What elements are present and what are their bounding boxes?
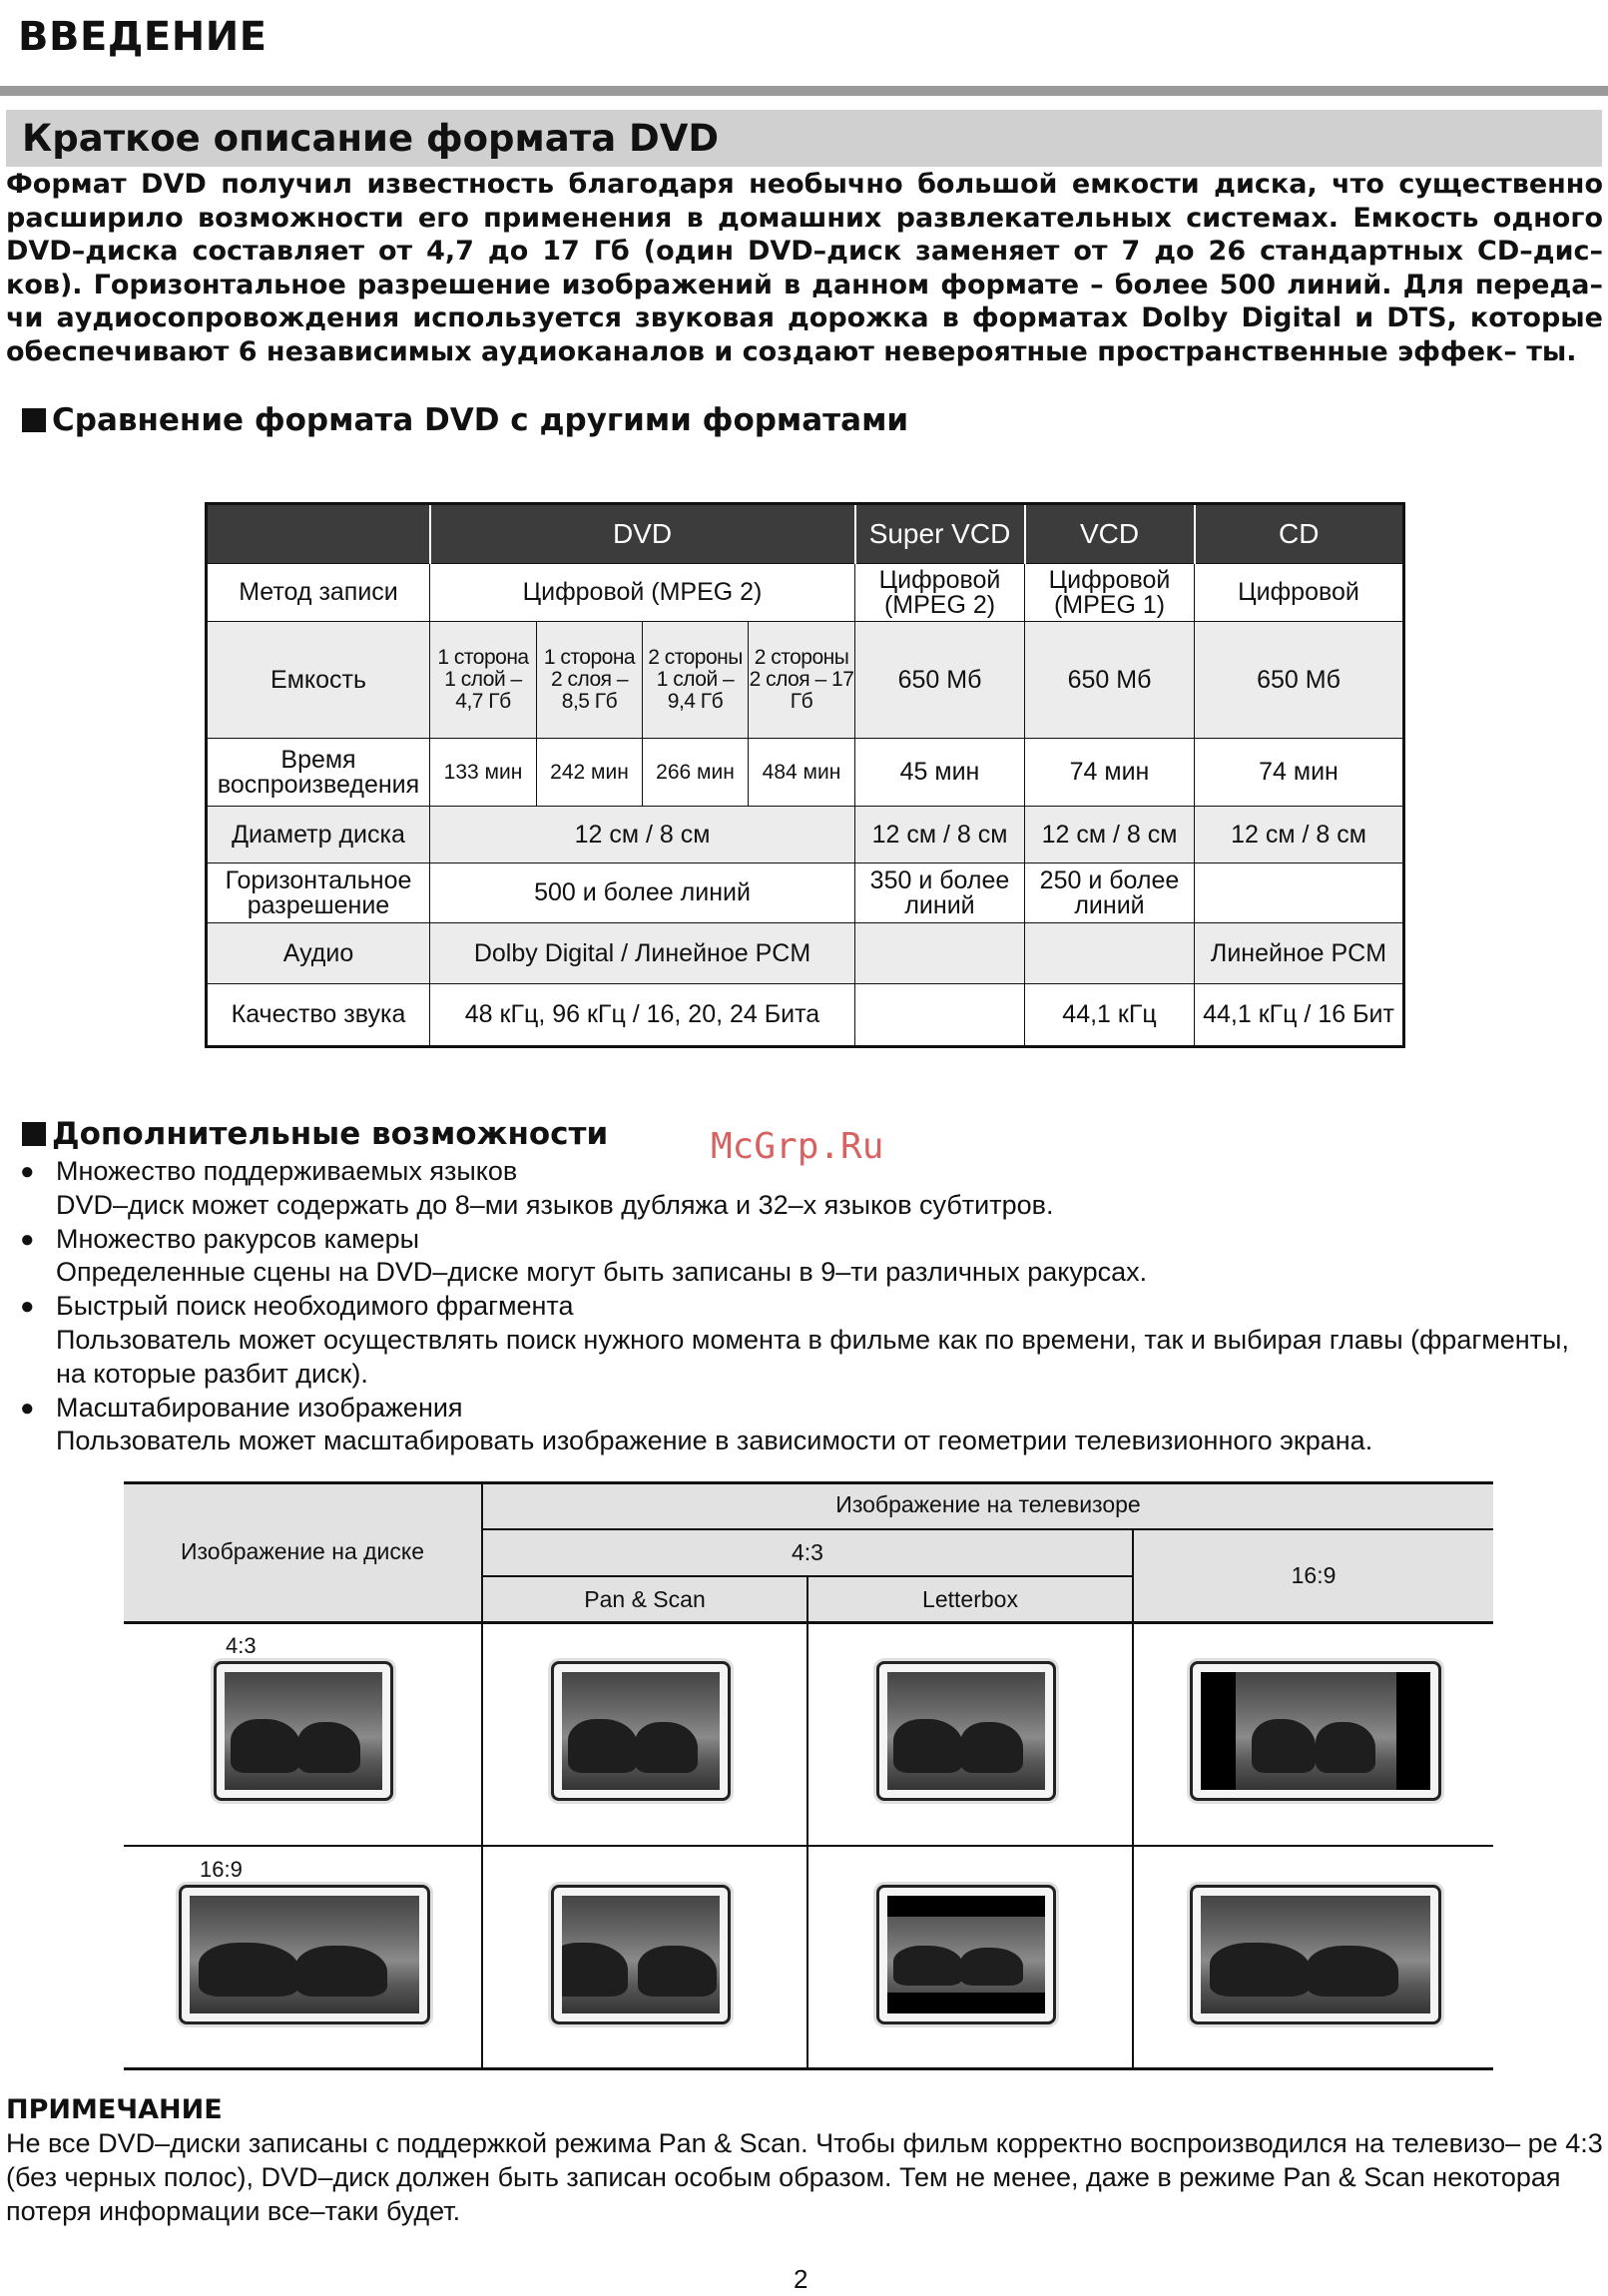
cell-value: 48 кГц, 96 кГц / 16, 20, 24 Бита xyxy=(430,984,855,1047)
section-band xyxy=(6,110,1602,167)
cell-value: Dolby Digital / Линейное PCM xyxy=(430,923,855,984)
cell-value: 44,1 кГц / 16 Бит xyxy=(1195,984,1404,1047)
tv-image xyxy=(876,1885,1056,2024)
note-text: Не все DVD–диски записаны с поддержкой режима Pan & Scan. Чтобы фильм корректно воспроизводился на телевизо– ре 4:3 (без черных полос), DVD–диск должен быть записан особым образом. Тем не менее, даже в режиме Pan & Scan некоторая потеря информации все–таки будет. xyxy=(6,2128,1603,2226)
note-title: ПРИМЕЧАНИЕ xyxy=(6,2094,223,2125)
list-item xyxy=(20,1290,1597,1324)
feature-text: Пользователь может масштабировать изображение в зависимости от геометрии телевизионного экрана. xyxy=(56,1426,1373,1456)
row-label: Метод записи xyxy=(207,564,430,622)
row-label: Горизонтальное разрешение xyxy=(207,863,430,923)
comparison-heading xyxy=(22,402,908,438)
cell-value: 650 Мб xyxy=(855,622,1025,739)
feature-title: Множество ракурсов камеры xyxy=(56,1223,420,1254)
cell-value xyxy=(855,984,1025,1047)
table-border xyxy=(124,1621,1493,1624)
cell-value: 12 см / 8 см xyxy=(1195,807,1404,863)
feature-text: Определенные сцены на DVD–диске могут быть записаны в 9–ти различных ракурсах. xyxy=(56,1257,1148,1288)
grid-line xyxy=(1132,1528,1134,2070)
cell-value: 12 см / 8 см xyxy=(1025,807,1195,863)
features-heading xyxy=(22,1116,608,1152)
aspect-ratio-table xyxy=(124,1481,1493,2070)
cell-value: 250 и более линий xyxy=(1025,863,1195,923)
cell-value: 650 Мб xyxy=(1195,622,1404,739)
cell-value: 133 мин xyxy=(430,739,537,807)
table-row xyxy=(207,863,1404,923)
list-item xyxy=(20,1392,1597,1426)
cell-value: 242 мин xyxy=(537,739,643,807)
table-row xyxy=(207,622,1404,739)
feature-text: DVD–диск может содержать до 8–ми языков дубляжа и 32–х языков субтитров. xyxy=(56,1189,1054,1220)
ratio-169-header: 16:9 xyxy=(1134,1530,1493,1621)
ratio-label: 4:3 xyxy=(226,1633,257,1658)
row-label: Время воспроизведения xyxy=(207,739,430,807)
grid-line xyxy=(124,1845,1493,1847)
row-label: Диаметр диска xyxy=(207,807,430,863)
header-empty xyxy=(207,504,430,564)
features-heading-text: Дополнительные возможности xyxy=(52,1116,609,1152)
cell-value xyxy=(855,923,1025,984)
tv-image xyxy=(551,1885,731,2024)
table-row xyxy=(207,807,1404,863)
table-row xyxy=(207,923,1404,984)
tv-image xyxy=(551,1661,731,1801)
cell-value: 350 и более линий xyxy=(855,863,1025,923)
cell-value xyxy=(1195,863,1404,923)
table-border xyxy=(124,1481,1493,1484)
cell-value: Линейное PCM xyxy=(1195,923,1404,984)
cell-value: 2 стороны 2 слоя – 17 Гб xyxy=(749,622,855,739)
disc-header: Изображение на диске xyxy=(124,1481,481,1621)
bullet-icon: ● xyxy=(20,1293,35,1321)
letterbox-header: Letterbox xyxy=(808,1577,1132,1621)
cell-value: 44,1 кГц xyxy=(1025,984,1195,1047)
ratio-label: 16:9 xyxy=(200,1857,243,1882)
bullet-icon: ● xyxy=(20,1394,35,1422)
cell-value: 484 мин xyxy=(749,739,855,807)
comparison-table xyxy=(205,502,1405,1048)
grid-line xyxy=(483,1528,1493,1530)
cell-value: 1 сторона 1 слой – 4,7 Гб xyxy=(430,622,537,739)
cell-value: 266 мин xyxy=(643,739,749,807)
cell-value: 1 сторона 2 слоя – 8,5 Гб xyxy=(537,622,643,739)
header-svcd: Super VCD xyxy=(855,504,1025,564)
watermark: McGrp.Ru xyxy=(711,1126,884,1167)
table-row xyxy=(207,739,1404,807)
cell-value: Цифровой (MPEG 1) xyxy=(1025,564,1195,622)
page-title: ВВЕДЕНИЕ xyxy=(18,14,268,60)
square-bullet-icon xyxy=(22,1122,46,1146)
list-item xyxy=(20,1155,1597,1189)
table-border xyxy=(124,2067,1493,2070)
bullet-icon: ● xyxy=(20,1225,35,1253)
cell-value: Цифровой xyxy=(1195,564,1404,622)
page-number: 2 xyxy=(794,2264,808,2294)
row-label: Аудио xyxy=(207,923,430,984)
cell-value: 500 и более линий xyxy=(430,863,855,923)
row-label: Качество звука xyxy=(207,984,430,1047)
tv-image xyxy=(179,1885,430,2024)
bullet-icon: ● xyxy=(20,1158,35,1185)
grid-line xyxy=(806,1575,808,2070)
tv-image xyxy=(1190,1885,1441,2024)
table-row xyxy=(207,984,1404,1047)
list-item xyxy=(20,1223,1597,1257)
grid-line xyxy=(481,1481,483,2070)
tv-image xyxy=(876,1661,1056,1801)
pan-scan-header: Pan & Scan xyxy=(483,1577,806,1621)
row-label: Емкость xyxy=(207,622,430,739)
cell-value: 12 см / 8 см xyxy=(855,807,1025,863)
cell-value: 45 мин xyxy=(855,739,1025,807)
cell-value: 2 стороны 1 слой – 9,4 Гб xyxy=(643,622,749,739)
feature-title: Быстрый поиск необходимого фрагмента xyxy=(56,1291,574,1322)
cell-value: 74 мин xyxy=(1025,739,1195,807)
cell-value: 12 см / 8 см xyxy=(430,807,855,863)
feature-title: Масштабирование изображения xyxy=(56,1392,463,1423)
ratio-43-header: 4:3 xyxy=(483,1530,1132,1575)
tv-image xyxy=(1190,1661,1441,1801)
cell-value: 650 Мб xyxy=(1025,622,1195,739)
tv-image xyxy=(214,1661,393,1801)
header-cd: CD xyxy=(1195,504,1404,564)
section-title: Краткое описание формата DVD xyxy=(22,117,720,160)
feature-title: Множество поддерживаемых языков xyxy=(56,1156,518,1186)
cell-value xyxy=(1025,923,1195,984)
comparison-heading-text: Сравнение формата DVD с другими форматами xyxy=(52,402,909,438)
cell-value: Цифровой (MPEG 2) xyxy=(430,564,855,622)
square-bullet-icon xyxy=(22,408,46,432)
intro-paragraph: Формат DVD получил известность благодаря необычно большой емкости диска, что существенно расширило возможности его применения в домашних развлекательных системах. Емкость одного DVD–диска составляет от 4,7 до 17 Гб (один DVD–диск заменяет от 7 до 26 стандартных CD–дис– ков). Горизонтальное разрешение изображений в данном формате – более 500 линий. Для переда– чи аудиосопровождения используется звуковая дорожка в форматах Dolby Digital и DTS, которые обеспечивают 6 независимых аудиоканалов и создают невероятные пространственные эффек– ты. xyxy=(6,169,1603,367)
title-rule xyxy=(0,86,1608,96)
features-list xyxy=(20,1155,1597,1458)
header-vcd: VCD xyxy=(1025,504,1195,564)
cell-value: 74 мин xyxy=(1195,739,1404,807)
table-row xyxy=(207,564,1404,622)
tv-header: Изображение на телевизоре xyxy=(483,1481,1493,1528)
header-dvd: DVD xyxy=(430,504,855,564)
cell-value: Цифровой (MPEG 2) xyxy=(855,564,1025,622)
feature-text: Пользователь может осуществлять поиск нужного момента в фильме как по времени, так и выбирая главы (фрагменты, на которые разбит диск). xyxy=(56,1324,1569,1389)
